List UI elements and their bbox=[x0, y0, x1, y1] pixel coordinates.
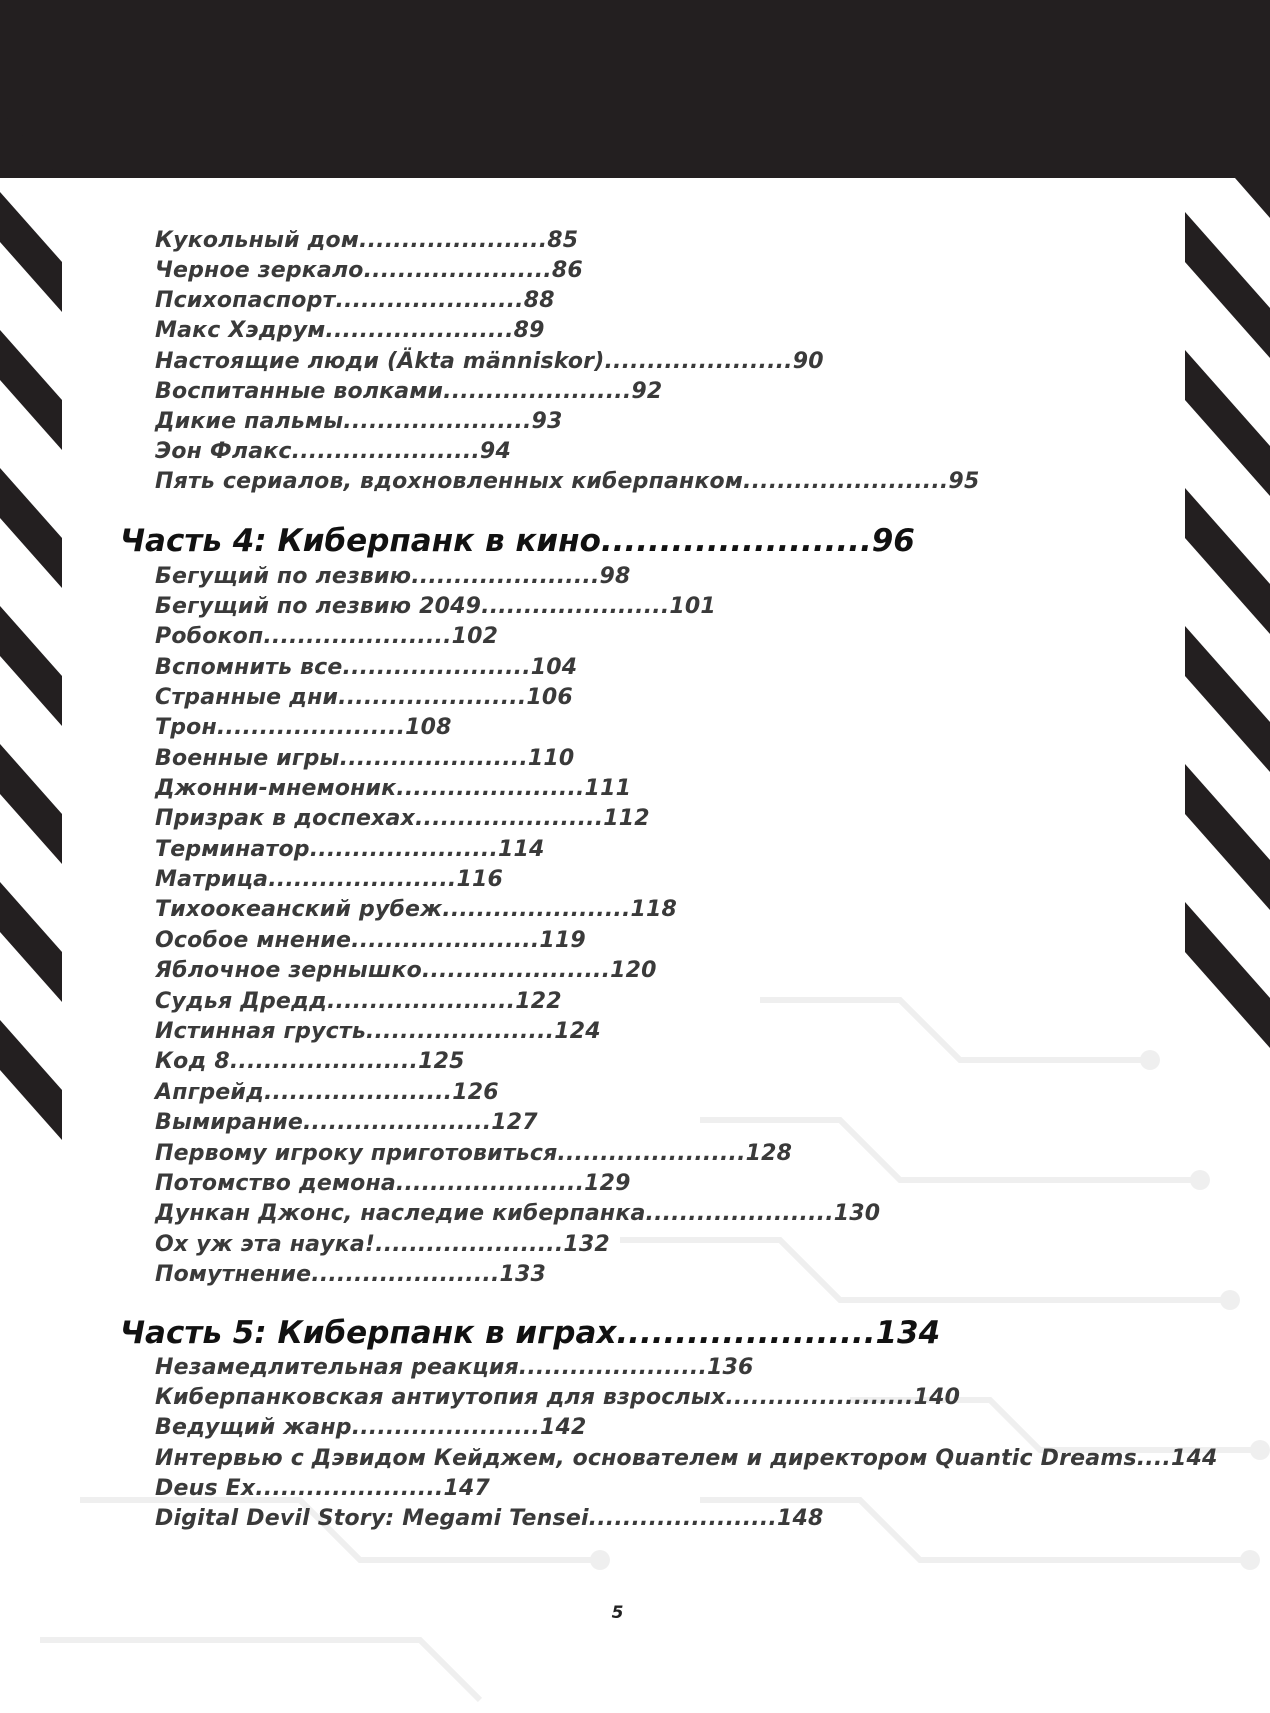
toc-entry: Вымирание......................127 bbox=[155, 1110, 538, 1135]
toc-entry: Первому игроку приготовиться......................128 bbox=[155, 1141, 793, 1166]
toc-entry: Ох уж эта наука!......................132 bbox=[155, 1232, 610, 1257]
toc-entry: Психопаспорт......................88 bbox=[155, 288, 555, 313]
toc-entry: Матрица......................116 bbox=[155, 867, 503, 892]
toc-entry: Яблочное зернышко......................120 bbox=[155, 958, 657, 983]
toc-entry: Digital Devil Story: Megami Tensei......................148 bbox=[155, 1506, 824, 1531]
toc-entry: Судья Дредд......................122 bbox=[155, 989, 562, 1014]
toc-entry: Военные игры......................110 bbox=[155, 746, 575, 771]
toc-entry: Призрак в доспехах......................112 bbox=[155, 806, 650, 831]
toc-entry: Помутнение......................133 bbox=[155, 1262, 547, 1287]
toc-entry: Тихоокеанский рубеж......................118 bbox=[155, 897, 678, 922]
part-heading-5: Часть 5: Киберпанк в играх......................134 bbox=[120, 1315, 941, 1351]
toc-entry: Странные дни......................106 bbox=[155, 685, 573, 710]
toc-entry: Потомство демона......................129 bbox=[155, 1171, 631, 1196]
toc-entry: Джонни-мнемоник......................111 bbox=[155, 776, 632, 801]
page-number: 5 bbox=[611, 1603, 624, 1623]
toc-entry: Дункан Джонс, наследие киберпанка......................130 bbox=[155, 1201, 881, 1226]
toc-entry: Код 8......................125 bbox=[155, 1049, 465, 1074]
toc-entry: Истинная грусть......................124 bbox=[155, 1019, 601, 1044]
toc-entry: Настоящие люди (Äkta människor)......................90 bbox=[155, 349, 824, 374]
toc-entry: Ведущий жанр......................142 bbox=[155, 1415, 587, 1440]
toc-entry: Дикие пальмы......................93 bbox=[155, 409, 563, 434]
toc-entry: Deus Ex......................147 bbox=[155, 1476, 491, 1501]
toc-entry: Черное зеркало......................86 bbox=[155, 258, 583, 283]
part-heading-4: Часть 4: Киберпанк в кино.......................96 bbox=[120, 523, 915, 559]
toc-entry: Незамедлительная реакция......................136 bbox=[155, 1355, 754, 1380]
toc-entry: Робокоп......................102 bbox=[155, 624, 499, 649]
toc-entry: Бегущий по лезвию 2049......................101 bbox=[155, 594, 716, 619]
toc-entry: Интервью с Дэвидом Кейджем, основателем и директором Quantic Dreams....144 bbox=[155, 1446, 1218, 1471]
toc-entry: Апгрейд......................126 bbox=[155, 1080, 499, 1105]
toc-entry: Макс Хэдрум......................89 bbox=[155, 318, 545, 343]
toc-entry: Эон Флакс......................94 bbox=[155, 439, 511, 464]
toc-entry: Кукольный дом......................85 bbox=[155, 228, 579, 253]
toc-entry: Вспомнить все......................104 bbox=[155, 655, 578, 680]
toc-entry: Пять сериалов, вдохновленных киберпанком........................95 bbox=[155, 469, 980, 494]
toc-entry: Особое мнение......................119 bbox=[155, 928, 586, 953]
toc-entry: Трон......................108 bbox=[155, 715, 452, 740]
toc-entry: Бегущий по лезвию......................98 bbox=[155, 564, 631, 589]
toc-entry: Киберпанковская антиутопия для взрослых......................140 bbox=[155, 1385, 961, 1410]
toc-entry: Воспитанные волками......................92 bbox=[155, 379, 663, 404]
toc-entry: Терминатор......................114 bbox=[155, 837, 545, 862]
